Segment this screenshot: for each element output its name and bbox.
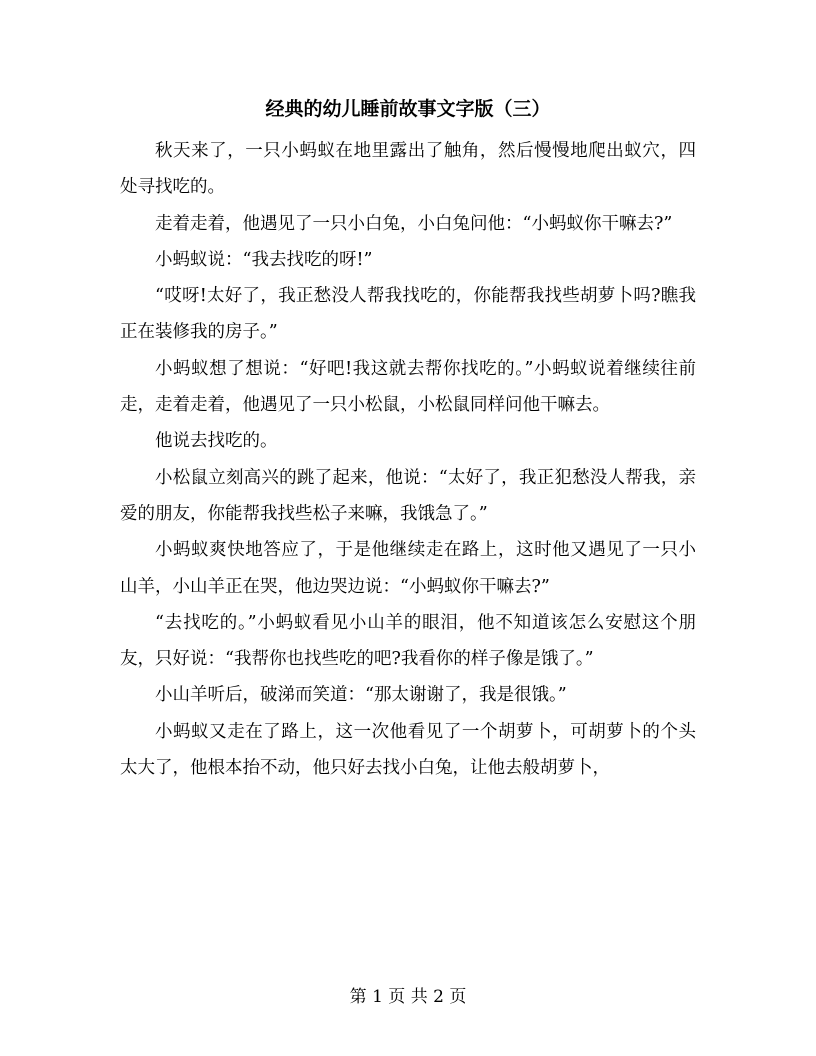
document-body [120, 133, 696, 786]
document-title: 经典的幼儿睡前故事文字版（三） [265, 98, 551, 120]
paragraph: “去找吃的。”小蚂蚁看见小山羊的眼泪，他不知道该怎么安慰这个朋友，只好说：“我帮你也找些吃的吧?我看你的样子像是饿了。” [120, 612, 696, 670]
paragraph: 小蚂蚁又走在了路上，这一次他看见了一个胡萝卜，可胡萝卜的个头太大了，他根本抬不动，他只好去找小白兔，让他去般胡萝卜， [120, 721, 696, 779]
paragraph: 走着走着，他遇见了一只小白兔，小白兔问他：“小蚂蚁你干嘛去?” [155, 213, 673, 234]
paragraph: 小松鼠立刻高兴的跳了起来，他说：“太好了，我正犯愁没人帮我，亲爱的朋友，你能帮我找些松子来嘛，我饿急了。” [120, 467, 696, 524]
paragraph: “哎呀!太好了，我正愁没人帮我找吃的，你能帮我找些胡萝卜吗?瞧我正在装修我的房子。” [120, 286, 696, 343]
paragraph: 他说去找吃的。 [155, 431, 278, 452]
paragraph: 小蚂蚁说：“我去找吃的呀!” [155, 249, 373, 270]
paragraph: 小蚂蚁想了想说：“好吧!我这就去帮你找吃的。”小蚂蚁说着继续往前走，走着走着，他遇见了一只小松鼠，小松鼠同样问他干嘛去。 [120, 358, 696, 416]
paragraph: 秋天来了，一只小蚂蚁在地里露出了触角，然后慢慢地爬出蚁穴，四处寻找吃的。 [120, 141, 696, 198]
page-footer: 第 1 页 共 2 页 [349, 987, 467, 1007]
paragraph: 小山羊听后，破涕而笑道：“那太谢谢了，我是很饿。” [155, 685, 567, 706]
paragraph: 小蚂蚁爽快地答应了，于是他继续走在路上，这时他又遇见了一只小山羊，小山羊正在哭，他边哭边说：“小蚂蚁你干嘛去?” [120, 540, 696, 597]
